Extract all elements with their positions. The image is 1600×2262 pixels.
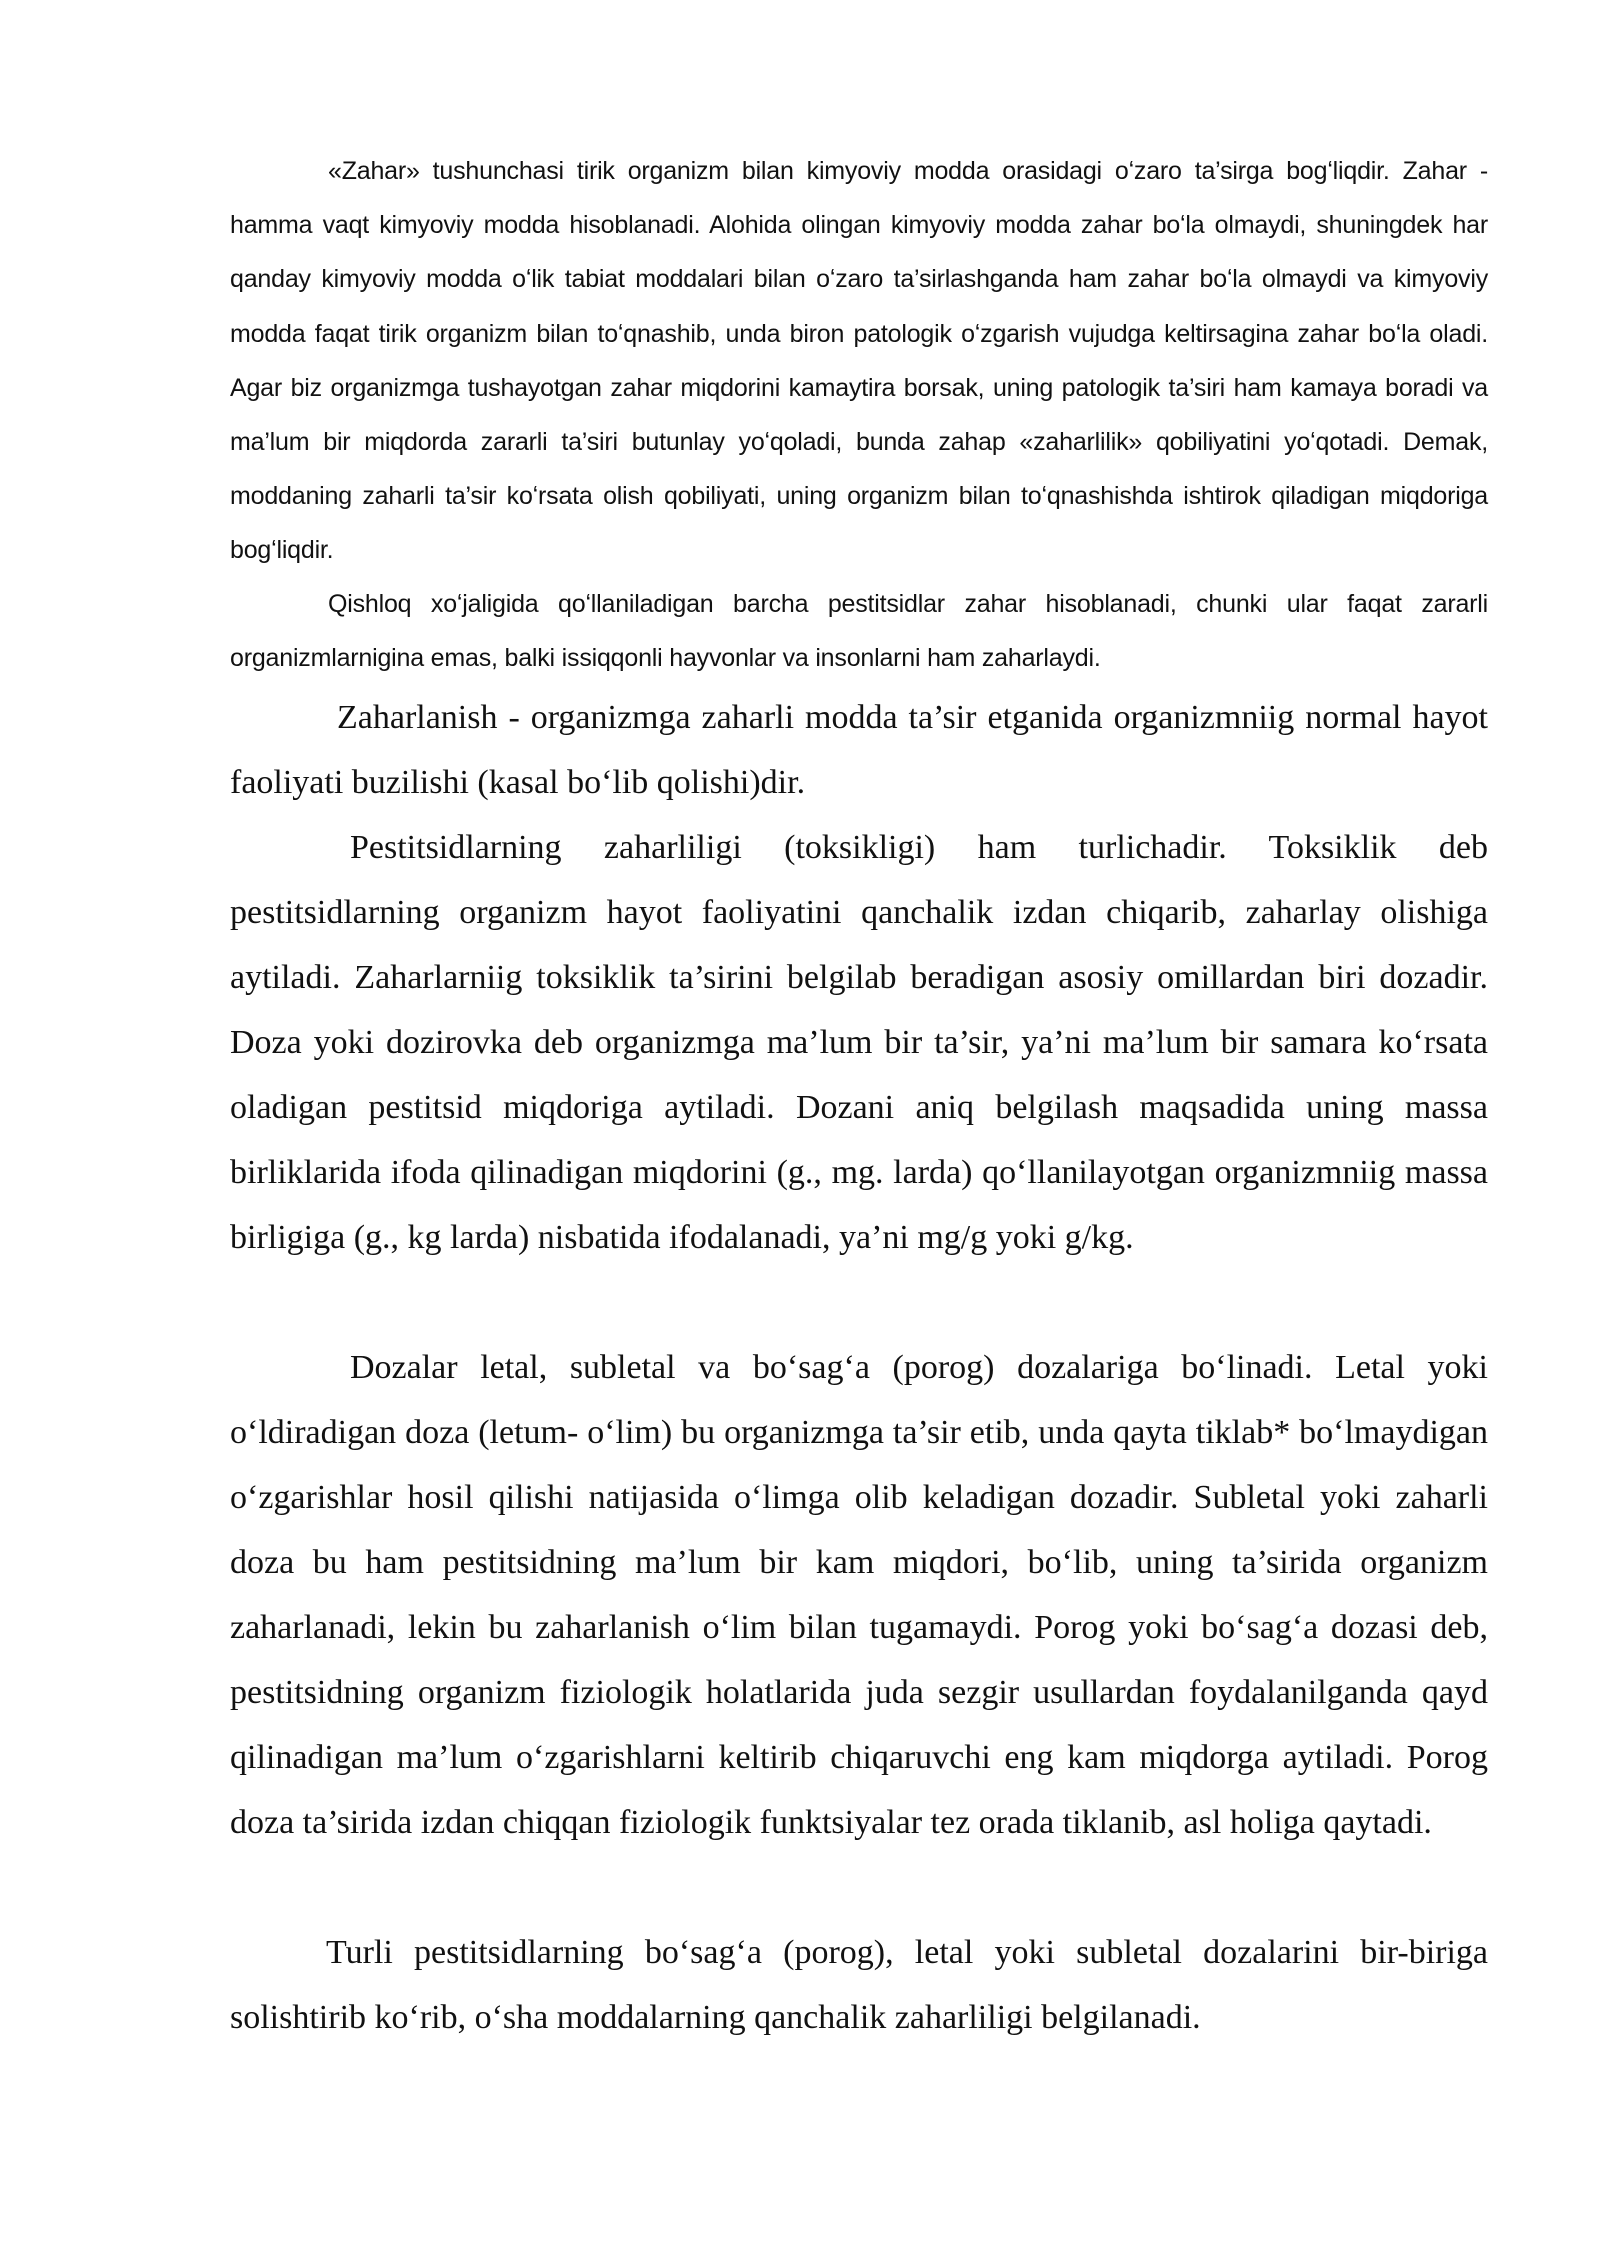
paragraph-pesticides-poison: Qishloq xoʻjaligida qoʻllaniladigan barcha pestitsidlar zahar hisoblanadi, chunki ular faqat zararli organizmlarnigina emas, balki issiqqonli hayvonlar va insonlarni ham zaharlaydi. [230, 590, 1488, 673]
paragraph-dose-types: Dozalar letal, subletal va bo‘sag‘a (porog) dozalariga bo‘linadi. Letal yoki o‘ldiradigan doza (letum- o‘lim) bu organizmga ta’sir etib, unda qayta tiklab* bo‘lmaydigan o‘zgarishlar hosil qilishi natijasida o‘limga olib keladigan dozadir. Subletal yoki zaharli doza bu ham pestitsidning ma’lum bir kam miqdori, bo‘lib, uning ta’sirida organizm zaharlanadi, lekin bu zaharlanish o‘lim bilan tugamaydi. Porog yoki bo‘sag‘a dozasi deb, pestitsidning organizm fiziologik holatlarida juda sezgir usullardan foydalanilganda qayd qilinadigan ma’lum o‘zgarishlarni keltirib chiqaruvchi eng kam miqdorga aytiladi. Porog doza ta’sirida izdan chiqqan fiziologik funktsiyalar tez orada tiklanib, asl holiga qaytadi. [230, 1349, 1488, 1841]
paragraph-comparison: Turli pestitsidlarning bo‘sag‘a (porog), letal yoki subletal dozalarini bir-biriga solishtirib ko‘rib, o‘sha moddalarning qanchalik zaharliligi belgilanadi. [230, 1934, 1488, 2036]
paragraph-zahar-concept: «Zahar» tushunchasi tirik organizm bilan kimyoviy modda orasidagi oʻzaro ta’sirga bogʻliqdir. Zahar - hamma vaqt kimyoviy modda hisoblanadi. Alohida olingan kimyoviy modda zahar boʻla olmaydi, shuningdek har qanday kimyoviy modda oʻlik tabiat moddalari bilan oʻzaro ta’sirlashganda ham zahar boʻla olmaydi va kimyoviy modda faqat tirik organizm bilan toʻqnashib, unda biron patologik oʻzgarish vujudga keltirsagina zahar boʻla oladi. Agar biz organizmga tushayotgan zahar miqdorini kamaytira borsak, uning patologik ta’siri ham kamaya boradi va ma’lum bir miqdorda zararli ta’siri butunlay yoʻqoladi, bunda zahap «zaharlilik» qobiliyatini yoʻqotadi. Demak, moddaning zaharli ta’sir koʻrsata olish qobiliyati, uning organizm bilan toʻqnashishda ishtirok qiladigan miqdoriga bogʻliqdir. [230, 157, 1488, 565]
paragraph-zaharlanish: Zaharlanish - organizmga zaharli modda ta’sir etganida organizmniig normal hayot faoliyati buzilishi (kasal bo‘lib qolishi)dir. [230, 699, 1488, 801]
paragraph-toxicity: Pestitsidlarning zaharliligi (toksikligi) ham turlichadir. Toksiklik deb pestitsidlarning organizm hayot faoliyatini qanchalik izdan chiqarib, zaharlay olishiga aytiladi. Zaharlarniig toksiklik ta’sirini belgilab beradigan asosiy omillardan biri dozadir. Doza yoki dozirovka deb organizmga ma’lum bir ta’sir, ya’ni ma’lum bir samara ko‘rsata oladigan pestitsid miqdoriga aytiladi. Dozani aniq belgilash maqsadida uning massa birliklarida ifoda qilinadigan miqdorini (g., mg. larda) qo‘llanilayotgan organizmniig massa birligiga (g., kg larda) nisbatida ifodalanadi, ya’ni mg/g yoki g/kg. [230, 829, 1488, 1256]
